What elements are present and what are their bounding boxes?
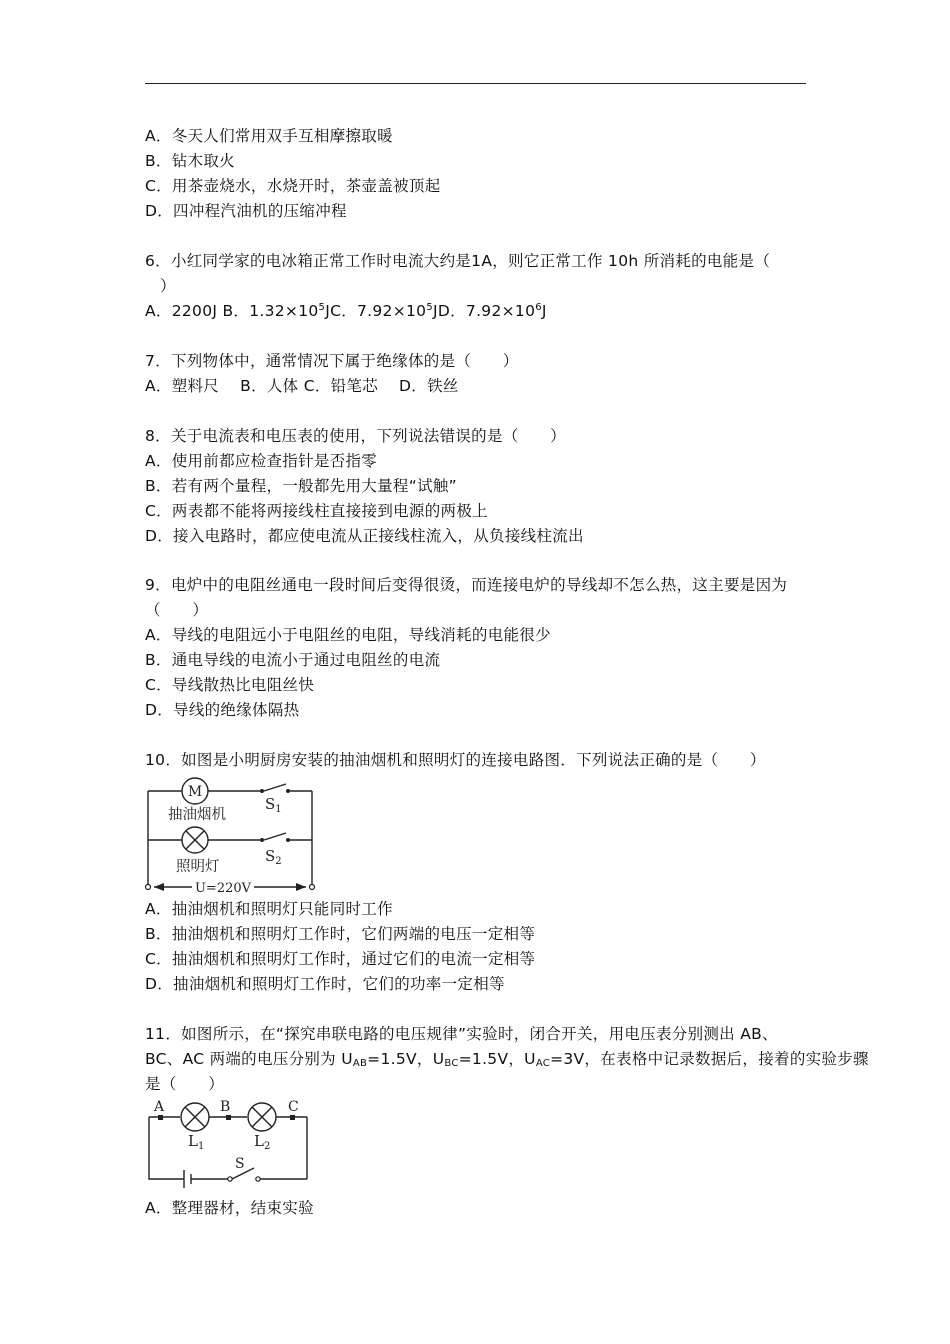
q6-option-d-exponent: 6 <box>535 302 542 313</box>
q6-stem: 6．小红同学家的电冰箱正常工作时电流大约是1A，则它正常工作 10h 所消耗的电能是（ <box>145 252 771 270</box>
q10-option-c: C．抽油烟机和照明灯工作时，通过它们的电流一定相等 <box>145 950 536 968</box>
q11-option-a: A．整理器材，结束实验 <box>145 1199 314 1217</box>
q10-option-d: D．抽油烟机和照明灯工作时，它们的功率一定相等 <box>145 975 505 993</box>
lighting-lamp-label: 照明灯 <box>176 859 220 875</box>
q10-circuit-diagram <box>140 772 330 896</box>
q10-stem: 10．如图是小明厨房安装的抽油烟机和照明灯的连接电路图．下列说法正确的是（ ） <box>145 751 766 769</box>
q6-option-b-exponent: 5 <box>318 302 326 313</box>
switch-s1 <box>264 784 286 791</box>
q5-option-a: A．冬天人们常用双手互相摩擦取暖 <box>145 127 393 145</box>
q6-stem-cont: ） <box>160 277 176 295</box>
q9-stem-cont: （ ） <box>145 601 209 619</box>
q11-stem-line1: 11．如图所示，在“探究串联电路的电压规律”实验时，闭合开关，用电压表分别测出 AB、 <box>145 1025 778 1043</box>
q7-options: A．塑料尺 B．人体 C．铅笔芯 D．铁丝 <box>145 377 459 395</box>
bulb-l2-label: $L_2$ <box>254 1132 271 1152</box>
switch-s2 <box>264 833 286 840</box>
q6-option-a: A．2200J <box>145 302 218 320</box>
bulb-l1-label: $L_1$ <box>188 1132 205 1152</box>
header-rule <box>145 83 806 84</box>
q6-option-d: JD．7.92×10 <box>433 302 536 320</box>
switch-s-label: S <box>235 1156 245 1172</box>
q8-stem: 8．关于电流表和电压表的使用，下列说法错误的是（ ） <box>145 427 566 445</box>
q5-option-c: C．用茶壶烧水，水烧开时，茶壶盖被顶起 <box>145 177 441 195</box>
q9-option-a: A．导线的电阻远小于电阻丝的电阻，导线消耗的电能很少 <box>145 626 551 644</box>
q11-circuit-diagram <box>140 1096 315 1188</box>
point-a-label: A <box>154 1099 165 1115</box>
q8-option-c: C．两表都不能将两接线柱直接接到电源的两极上 <box>145 502 488 520</box>
point-c-label: C <box>288 1099 299 1115</box>
q8-option-d: D．接入电路时，都应使电流从正接线柱流入，从负接线柱流出 <box>145 527 584 545</box>
q6-option-c: JC．7.92×10 <box>325 302 427 320</box>
range-hood-label: 抽油烟机 <box>168 807 226 823</box>
q5-option-b: B．钻木取火 <box>145 152 235 170</box>
q6-option-unit: J <box>541 302 547 320</box>
q11-stem-line3: 是（ ） <box>145 1075 225 1093</box>
q9-option-c: C．导线散热比电阻丝快 <box>145 676 315 694</box>
motor-label: M <box>187 784 203 800</box>
point-b-label: B <box>220 1099 231 1115</box>
q8-option-b: B．若有两个量程，一般都先用大量程“试触” <box>145 477 457 495</box>
q7-stem: 7．下列物体中，通常情况下属于绝缘体的是（ ） <box>145 352 519 370</box>
q9-option-d: D．导线的绝缘体隔热 <box>145 701 300 719</box>
q9-option-b: B．通电导线的电流小于通过电阻丝的电流 <box>145 651 441 669</box>
q9-stem: 9．电炉中的电阻丝通电一段时间后变得很烫，而连接电炉的导线却不怎么热，这主要是因为 <box>145 576 788 594</box>
q6-options <box>145 301 547 321</box>
voltage-label: U=220V <box>194 881 252 896</box>
q10-option-b: B．抽油烟机和照明灯工作时，它们两端的电压一定相等 <box>145 925 536 943</box>
q8-option-a: A．使用前都应检查指针是否指零 <box>145 452 378 470</box>
q11-stem-line2: BC、AC 两端的电压分别为 $U_{AB}=1.5V$，$U_{BC}=1.5V$，$U_{AC}=3V$，在表格中记录数据后，接着的实验步骤 <box>145 1050 869 1069</box>
q10-option-a: A．抽油烟机和照明灯只能同时工作 <box>145 900 393 918</box>
switch-s1-label: $S_1$ <box>265 795 282 815</box>
q6-option-b: B．1.32×10 <box>222 302 319 320</box>
q6-option-c-exponent: 5 <box>426 302 433 313</box>
q5-option-d: D．四冲程汽油机的压缩冲程 <box>145 202 347 220</box>
switch-s2-label: $S_2$ <box>265 847 282 867</box>
